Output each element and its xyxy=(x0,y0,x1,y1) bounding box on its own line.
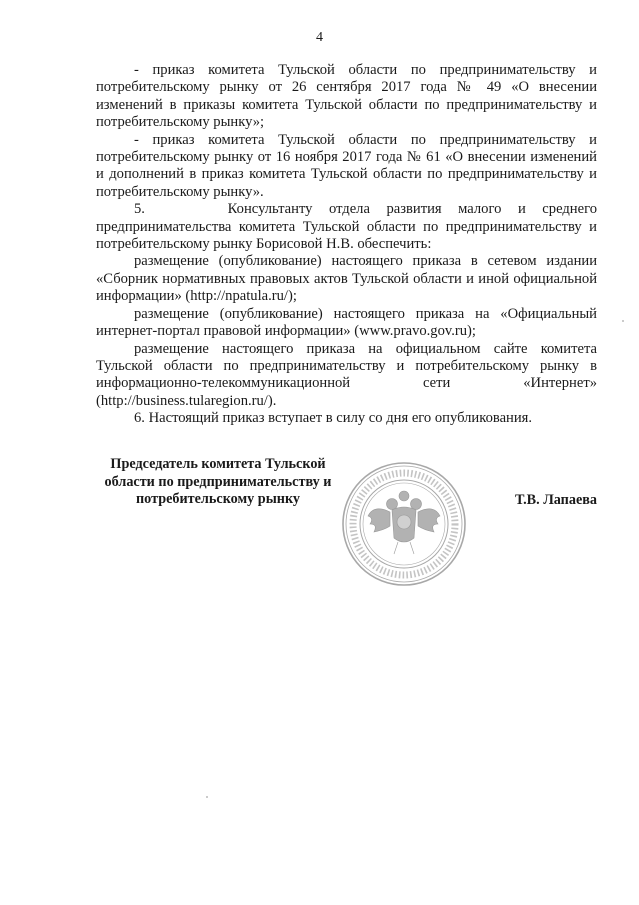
document-body xyxy=(96,62,597,428)
paragraph-publish-business: размещение настоящего приказа на официальном сайте комитета Тульской области по предпринимательству и потребительскому рынку в информационно-телекоммуникационной сети «Интернет» (http://business.tularegion.ru/). xyxy=(96,340,597,409)
paragraph-publish-npatula: размещение (опубликование) настоящего приказа в сетевом издании «Сборник нормативных правовых актов Тульской области и иной официальной информации» (http://npatula.ru/); xyxy=(96,253,597,305)
scan-speck xyxy=(622,320,624,322)
page-number: 4 xyxy=(316,30,323,45)
signatory-name: Т.В. Лапаева xyxy=(515,492,597,508)
scan-speck xyxy=(206,796,208,798)
paragraph-order-61: - приказ комитета Тульской области по предпринимательству и потребительскому рынку от 16 ноября 2017 года № 61 «О внесении изменений и дополнений в приказ комитета Тульской области по предпринимательству и потребительскому рынку». xyxy=(96,131,597,200)
official-seal-icon xyxy=(340,460,468,588)
paragraph-publish-pravo: размещение (опубликование) настоящего приказа на «Официальный интернет-портал правовой информации» (www.pravo.gov.ru); xyxy=(96,305,597,340)
signatory-title: Председатель комитета Тульской области по предпринимательству и потребительскому рынку xyxy=(104,456,332,508)
paragraph-item-6: 6. Настоящий приказ вступает в силу со дня его опубликования. xyxy=(134,410,533,427)
paragraph-item-5: 5. Консультанту отдела развития малого и среднего предпринимательства комитета Тульской области по предпринимательству и потребительскому рынку Борисовой Н.В. обеспечить: xyxy=(96,201,597,253)
paragraph-order-49: - приказ комитета Тульской области по предпринимательству и потребительскому рынку от 26 сентября 2017 года № 49 «О внесении изменений в приказы комитета Тульской области по предпринимательству и потребительскому рынку»; xyxy=(96,62,597,131)
